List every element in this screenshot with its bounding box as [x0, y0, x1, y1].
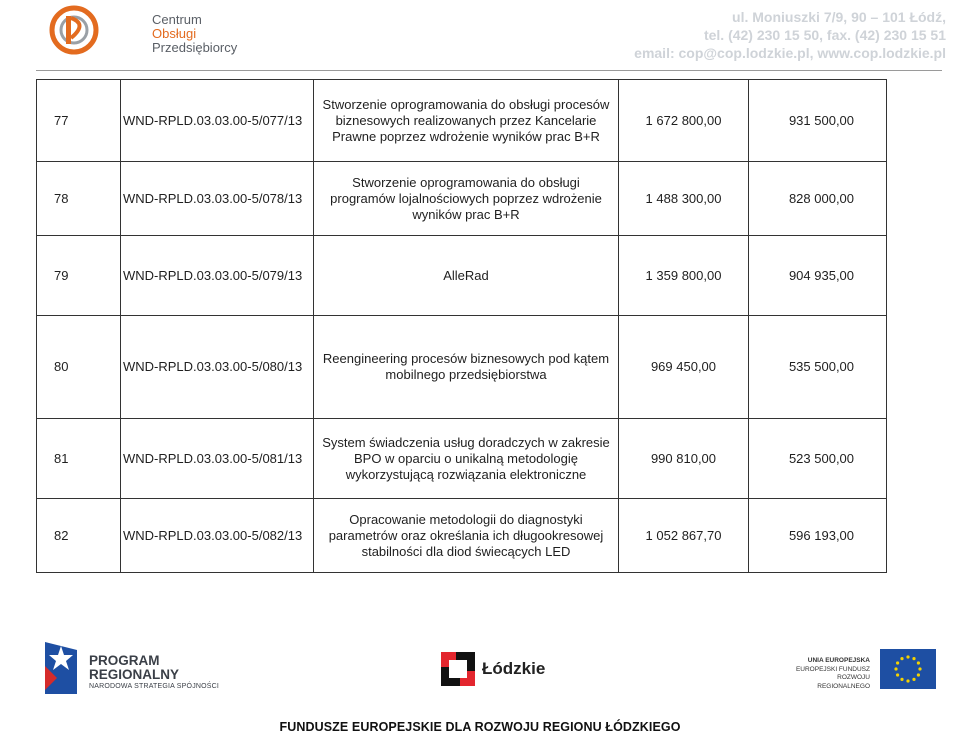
row-application-number: WND-RPLD.03.03.00-5/077/13: [121, 80, 314, 162]
phone-line: tel. (42) 230 15 50, fax. (42) 230 15 51: [703, 27, 946, 43]
row-total-cost: 1 359 800,00: [619, 236, 749, 316]
row-project-title: System świadczenia usług doradczych w zakresie BPO w oparciu o unikalną metodologię wykorzystującą rozwiązania elektroniczne: [314, 419, 619, 499]
row-project-title: Reengineering procesów biznesowych pod kątem mobilnego przedsiębiorstwa: [314, 316, 619, 419]
program-regionalny-mark-icon: [43, 640, 79, 696]
table-row: [37, 162, 887, 236]
table-row: [37, 236, 887, 316]
lodzkie-logo: [440, 649, 550, 689]
program-line-2: REGIONALNY: [89, 667, 180, 682]
row-funding: 904 935,00: [749, 236, 887, 316]
cop-logo-mark-icon: [48, 2, 104, 58]
row-funding: 596 193,00: [749, 499, 887, 573]
row-application-number: WND-RPLD.03.03.00-5/078/13: [121, 162, 314, 236]
row-lp: 81: [37, 419, 121, 499]
row-project-title: Stworzenie oprogramowania do obsługi programów lojalnościowych poprzez wdrożenie wyników prac B+R: [314, 162, 619, 236]
row-project-title: Opracowanie metodologii do diagnostyki parametrów oraz określania ich długookresowej stabilności dla diod świecących LED: [314, 499, 619, 573]
eu-logo: [790, 649, 936, 689]
cop-logo: [48, 2, 238, 58]
program-line-1: PROGRAM: [89, 653, 160, 668]
table-row: [37, 419, 887, 499]
row-total-cost: 990 810,00: [619, 419, 749, 499]
org-line-3: Przedsiębiorcy: [152, 40, 238, 55]
header-divider: [36, 70, 942, 71]
contact-block: [634, 8, 946, 62]
row-application-number: WND-RPLD.03.03.00-5/079/13: [121, 236, 314, 316]
cop-logo-text: [152, 13, 237, 55]
eu-line-2: EUROPEJSKI FUNDUSZ: [795, 665, 870, 673]
email-line: email: cop@cop.lodzkie.pl, www.cop.lodzkie.pl: [634, 45, 946, 61]
table-row: [37, 316, 887, 419]
program-regionalny-logo: [43, 640, 223, 696]
row-lp: 79: [37, 236, 121, 316]
lodzkie-mark-icon: [440, 649, 476, 689]
row-total-cost: 1 488 300,00: [619, 162, 749, 236]
table-row: [37, 80, 887, 162]
row-total-cost: 1 672 800,00: [619, 80, 749, 162]
row-lp: 78: [37, 162, 121, 236]
row-funding: 523 500,00: [749, 419, 887, 499]
eu-line-1: UNIA EUROPEJSKA: [807, 657, 870, 664]
region-name: Łódzkie: [482, 659, 546, 678]
row-application-number: WND-RPLD.03.03.00-5/081/13: [121, 419, 314, 499]
row-application-number: WND-RPLD.03.03.00-5/082/13: [121, 499, 314, 573]
table-row: [37, 499, 887, 573]
row-application-number: WND-RPLD.03.03.00-5/080/13: [121, 316, 314, 419]
row-funding: 931 500,00: [749, 80, 887, 162]
row-lp: 80: [37, 316, 121, 419]
grants-table: [36, 79, 887, 573]
row-project-title: AlleRad: [314, 236, 619, 316]
org-line-2: Obsługi: [152, 26, 197, 41]
eu-line-3: ROZWOJU REGIONALNEGO: [817, 674, 870, 690]
row-lp: 82: [37, 499, 121, 573]
row-total-cost: 1 052 867,70: [619, 499, 749, 573]
address-line: ul. Moniuszki 7/9, 90 – 101 Łódź,: [732, 9, 946, 25]
row-lp: 77: [37, 80, 121, 162]
org-line-1: Centrum: [152, 12, 202, 27]
row-total-cost: 969 450,00: [619, 316, 749, 419]
program-line-3: NARODOWA STRATEGIA SPÓJNOŚCI: [89, 683, 220, 690]
row-project-title: Stworzenie oprogramowania do obsługi procesów biznesowych realizowanych przez Kancelarie Prawne poprzez wdrożenie wyników prac B+R: [314, 80, 619, 162]
row-funding: 535 500,00: [749, 316, 887, 419]
eu-flag-icon: [880, 649, 936, 689]
footer-slogan: FUNDUSZE EUROPEJSKIE DLA ROZWOJU REGIONU ŁÓDZKIEGO: [279, 720, 681, 734]
row-funding: 828 000,00: [749, 162, 887, 236]
